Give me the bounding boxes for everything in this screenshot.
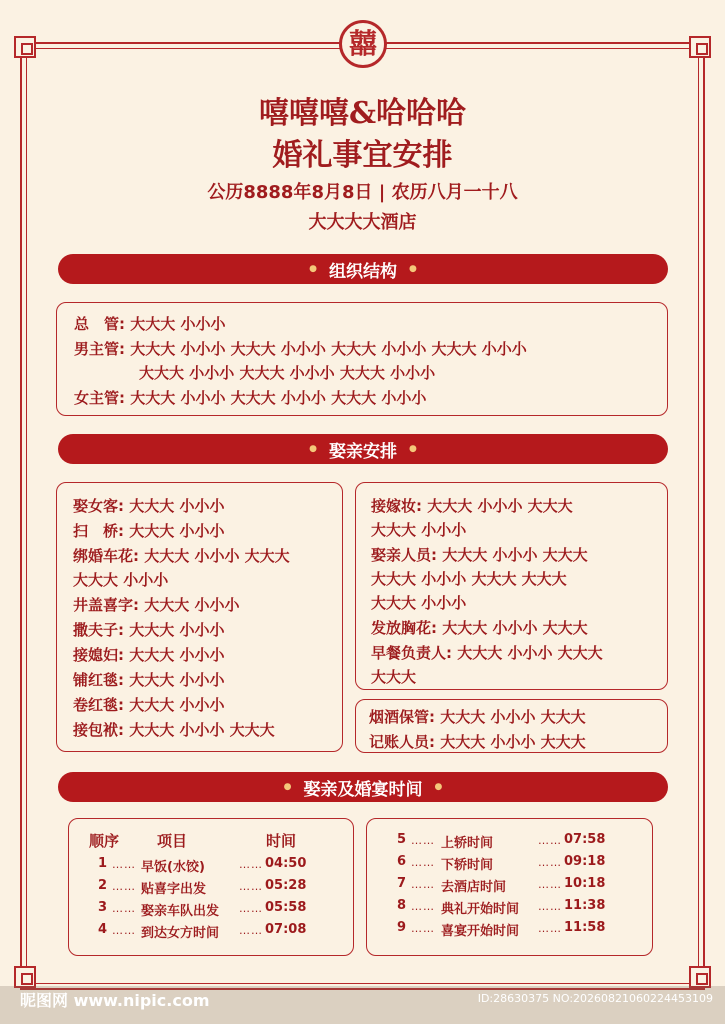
schedule-leader-dots: …… xyxy=(112,880,136,893)
arrangement-row: 娶女客: 大大大 小小小 xyxy=(73,497,225,515)
arrangement-row: 卷红毯: 大大大 小小小 xyxy=(73,696,225,714)
schedule-order: 8 xyxy=(397,898,407,913)
schedule-item: 典礼开始时间 xyxy=(441,902,520,917)
schedule-order: 6 xyxy=(397,854,407,869)
watermark-id: ID:28630375 NO:20260821060224453109 xyxy=(477,992,713,1005)
schedule-item: 喜宴开始时间 xyxy=(441,924,520,939)
arrangement-row: 娶亲人员: 大大大 小小小 大大大 xyxy=(371,546,588,564)
schedule-leader-dots: …… xyxy=(112,924,136,937)
org-row: 男主管: 大大大 小小小 大大大 小小小 大大大 小小小 大大大 小小小 xyxy=(74,340,527,358)
schedule-item: 上轿时间 xyxy=(441,836,494,851)
schedule-leader-dots: …… xyxy=(411,878,435,891)
schedule-order: 2 xyxy=(98,878,108,893)
schedule-item: 去酒店时间 xyxy=(441,880,507,895)
schedule-order: 7 xyxy=(397,876,407,891)
schedule-leader-dots: …… xyxy=(538,900,562,913)
arrangement-row: 撒夫子: 大大大 小小小 xyxy=(73,621,225,639)
double-happiness-icon: 囍 xyxy=(348,27,377,60)
schedule-leader-dots: …… xyxy=(239,858,263,871)
schedule-leader-dots: …… xyxy=(239,924,263,937)
schedule-item: 下轿时间 xyxy=(441,858,494,873)
arrangement-row: 大大大 小小小 xyxy=(371,594,467,612)
arrangement-row: 铺红毯: 大大大 小小小 xyxy=(73,671,225,689)
schedule-item: 娶亲车队出发 xyxy=(141,904,220,919)
arrangement-row: 扫 桥: 大大大 小小小 xyxy=(73,522,225,540)
schedule-order: 3 xyxy=(98,900,108,915)
org-row: 总 管: 大大大 小小小 xyxy=(74,315,226,333)
org-row: 女主管: 大大大 小小小 大大大 小小小 大大大 小小小 xyxy=(74,389,427,407)
schedule-order: 9 xyxy=(397,920,407,935)
corner-ornament xyxy=(689,966,711,988)
schedule-order: 4 xyxy=(98,922,108,937)
schedule-time: 07:58 xyxy=(564,832,606,847)
schedule-header-order: 顺序 xyxy=(89,832,120,850)
arrangement-row: 大大大 小小小 xyxy=(371,521,467,539)
schedule-leader-dots: …… xyxy=(411,922,435,935)
arrangement-row: 大大大 xyxy=(371,668,417,686)
schedule-time: 09:18 xyxy=(564,854,606,869)
corner-ornament xyxy=(689,36,711,58)
schedule-time: 10:18 xyxy=(564,876,606,891)
org-row: 大大大 小小小 大大大 小小小 大大大 小小小 xyxy=(139,364,436,382)
arrangement-row: 井盖喜字: 大大大 小小小 xyxy=(73,596,240,614)
schedule-leader-dots: …… xyxy=(411,856,435,869)
arrangement-row: 接媳妇: 大大大 小小小 xyxy=(73,646,225,664)
schedule-time: 04:50 xyxy=(265,856,307,871)
schedule-item: 贴喜字出发 xyxy=(141,882,207,897)
schedule-item: 早饭(水饺) xyxy=(141,860,205,875)
schedule-order: 1 xyxy=(98,856,108,871)
schedule-leader-dots: …… xyxy=(239,902,263,915)
schedule-leader-dots: …… xyxy=(411,834,435,847)
venue-name: 大大大大酒店 xyxy=(308,212,417,233)
section-banner-schedule: ● 娶亲及婚宴时间 ● xyxy=(58,772,668,802)
schedule-order: 5 xyxy=(397,832,407,847)
schedule-leader-dots: …… xyxy=(112,858,136,871)
arrangement-row: 大大大 小小小 xyxy=(73,571,169,589)
arrangement-row: 接嫁妆: 大大大 小小小 大大大 xyxy=(371,497,573,515)
arrangement-row: 早餐负责人: 大大大 小小小 大大大 xyxy=(371,644,603,662)
couple-names-title: 嘻嘻嘻&哈哈哈 xyxy=(258,96,467,131)
corner-ornament xyxy=(14,36,36,58)
schedule-time: 07:08 xyxy=(265,922,307,937)
watermark-site: 昵图网 www.nipic.com xyxy=(20,991,210,1010)
double-happiness-badge xyxy=(339,20,387,68)
corner-ornament xyxy=(14,966,36,988)
arrangement-row: 发放胸花: 大大大 小小小 大大大 xyxy=(371,619,588,637)
schedule-leader-dots: …… xyxy=(112,902,136,915)
schedule-time: 11:38 xyxy=(564,898,606,913)
arrangement-row: 接包袱: 大大大 小小小 大大大 xyxy=(73,721,275,739)
schedule-leader-dots: …… xyxy=(538,878,562,891)
schedule-header-item: 项目 xyxy=(157,832,188,850)
schedule-time: 11:58 xyxy=(564,920,606,935)
schedule-leader-dots: …… xyxy=(239,880,263,893)
section-banner-organization: ● 组织结构 ● xyxy=(58,254,668,284)
schedule-time: 05:28 xyxy=(265,878,307,893)
schedule-header-time: 时间 xyxy=(266,832,297,850)
schedule-item: 到达女方时间 xyxy=(141,926,220,941)
page-title: 婚礼事宜安排 xyxy=(272,138,453,173)
section-banner-arrangement: ● 娶亲安排 ● xyxy=(58,434,668,464)
schedule-leader-dots: …… xyxy=(411,900,435,913)
arrangement-row: 记账人员: 大大大 小小小 大大大 xyxy=(369,733,586,751)
arrangement-row: 烟酒保管: 大大大 小小小 大大大 xyxy=(369,708,586,726)
schedule-leader-dots: …… xyxy=(538,922,562,935)
arrangement-row: 绑婚车花: 大大大 小小小 大大大 xyxy=(73,547,290,565)
schedule-leader-dots: …… xyxy=(538,856,562,869)
schedule-leader-dots: …… xyxy=(538,834,562,847)
schedule-time: 05:58 xyxy=(265,900,307,915)
arrangement-row: 大大大 小小小 大大大 大大大 xyxy=(371,570,567,588)
wedding-date: 公历8888年8月8日 | 农历八月一十八 xyxy=(207,182,518,203)
